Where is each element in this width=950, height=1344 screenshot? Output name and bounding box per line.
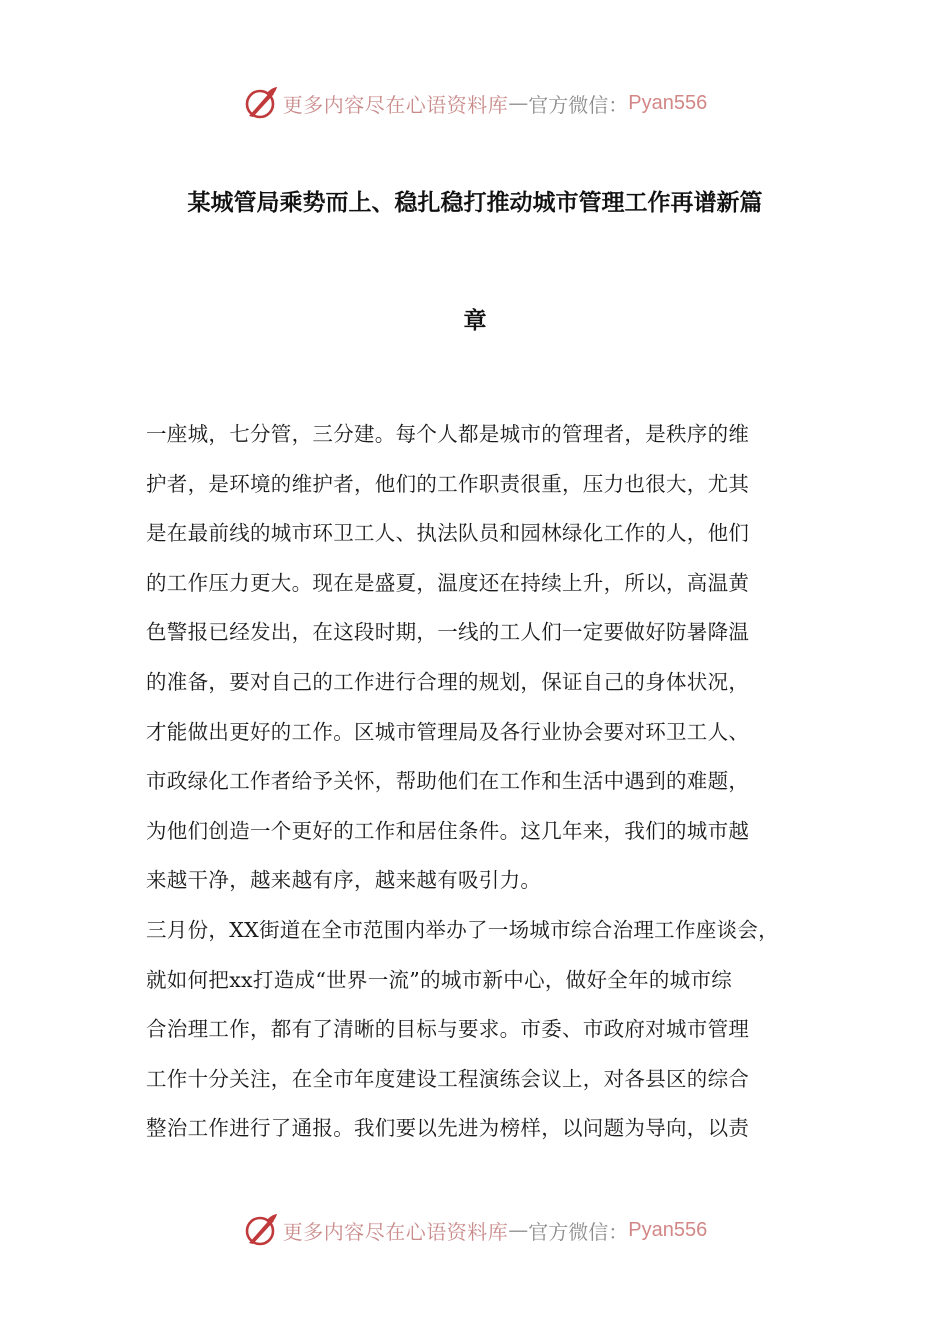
- body-line: 就如何把xx打造成“世界一流”的城市新中心，做好全年的城市综: [146, 967, 733, 992]
- footer-banner: [0, 1210, 950, 1250]
- body-line: 来越干净，越来越有序，越来越有吸引力。: [146, 868, 542, 893]
- body-line: 市政绿化工作者给予关怀，帮助他们在工作和生活中遇到的难题，: [146, 769, 750, 794]
- banner-text: 更多内容尽在心语资料库: [282, 1219, 509, 1244]
- body-line: 的工作压力更大。现在是盛夏，温度还在持续上升，所以，高温黄: [146, 570, 750, 595]
- banner-wechat-label: 官方微信：: [528, 92, 629, 117]
- banner-separator: —: [508, 1218, 529, 1242]
- header-banner: [0, 83, 950, 123]
- banner-wechat-id: Pyan556: [628, 91, 708, 114]
- banner-text: 更多内容尽在心语资料库: [282, 92, 509, 117]
- page-title-line-2: 章: [463, 308, 487, 334]
- quill-logo-icon: [243, 85, 279, 121]
- banner-wechat-label: 官方微信：: [528, 1219, 629, 1244]
- body-line: 为他们创造一个更好的工作和居住条件。这几年来，我们的城市越: [146, 818, 750, 843]
- body-line: 才能做出更好的工作。区城市管理局及各行业协会要对环卫工人、: [146, 719, 750, 744]
- banner-separator: —: [508, 91, 529, 115]
- body-line: 护者，是环境的维护者，他们的工作职责很重，压力也很大，尤其: [146, 471, 750, 496]
- quill-logo-icon: [243, 1212, 279, 1248]
- body-line: 工作十分关注，在全市年度建设工程演练会议上，对各县区的综合: [146, 1066, 750, 1091]
- body-line: 三月份，XX街道在全市范围内举办了一场城市综合治理工作座谈会，: [146, 917, 779, 942]
- body-line: 是在最前线的城市环卫工人、执法队员和园林绿化工作的人，他们: [146, 521, 750, 546]
- body-line: 色警报已经发出，在这段时期，一线的工人们一定要做好防暑降温: [146, 620, 750, 645]
- body-line: 的准备，要对自己的工作进行合理的规划，保证自己的身体状况，: [146, 669, 750, 694]
- banner-wechat-id: Pyan556: [628, 1218, 708, 1241]
- body-line: 合治理工作，都有了清晰的目标与要求。市委、市政府对城市管理: [146, 1017, 750, 1042]
- document-body: [146, 418, 818, 1162]
- page-title-line-1: 某城管局乘势而上、稳扎稳打推动城市管理工作再谱新篇: [187, 190, 763, 216]
- body-line: 一座城，七分管，三分建。每个人都是城市的管理者，是秩序的维: [146, 422, 750, 446]
- body-line: 整治工作进行了通报。我们要以先进为榜样，以问题为导向，以责: [146, 1116, 750, 1141]
